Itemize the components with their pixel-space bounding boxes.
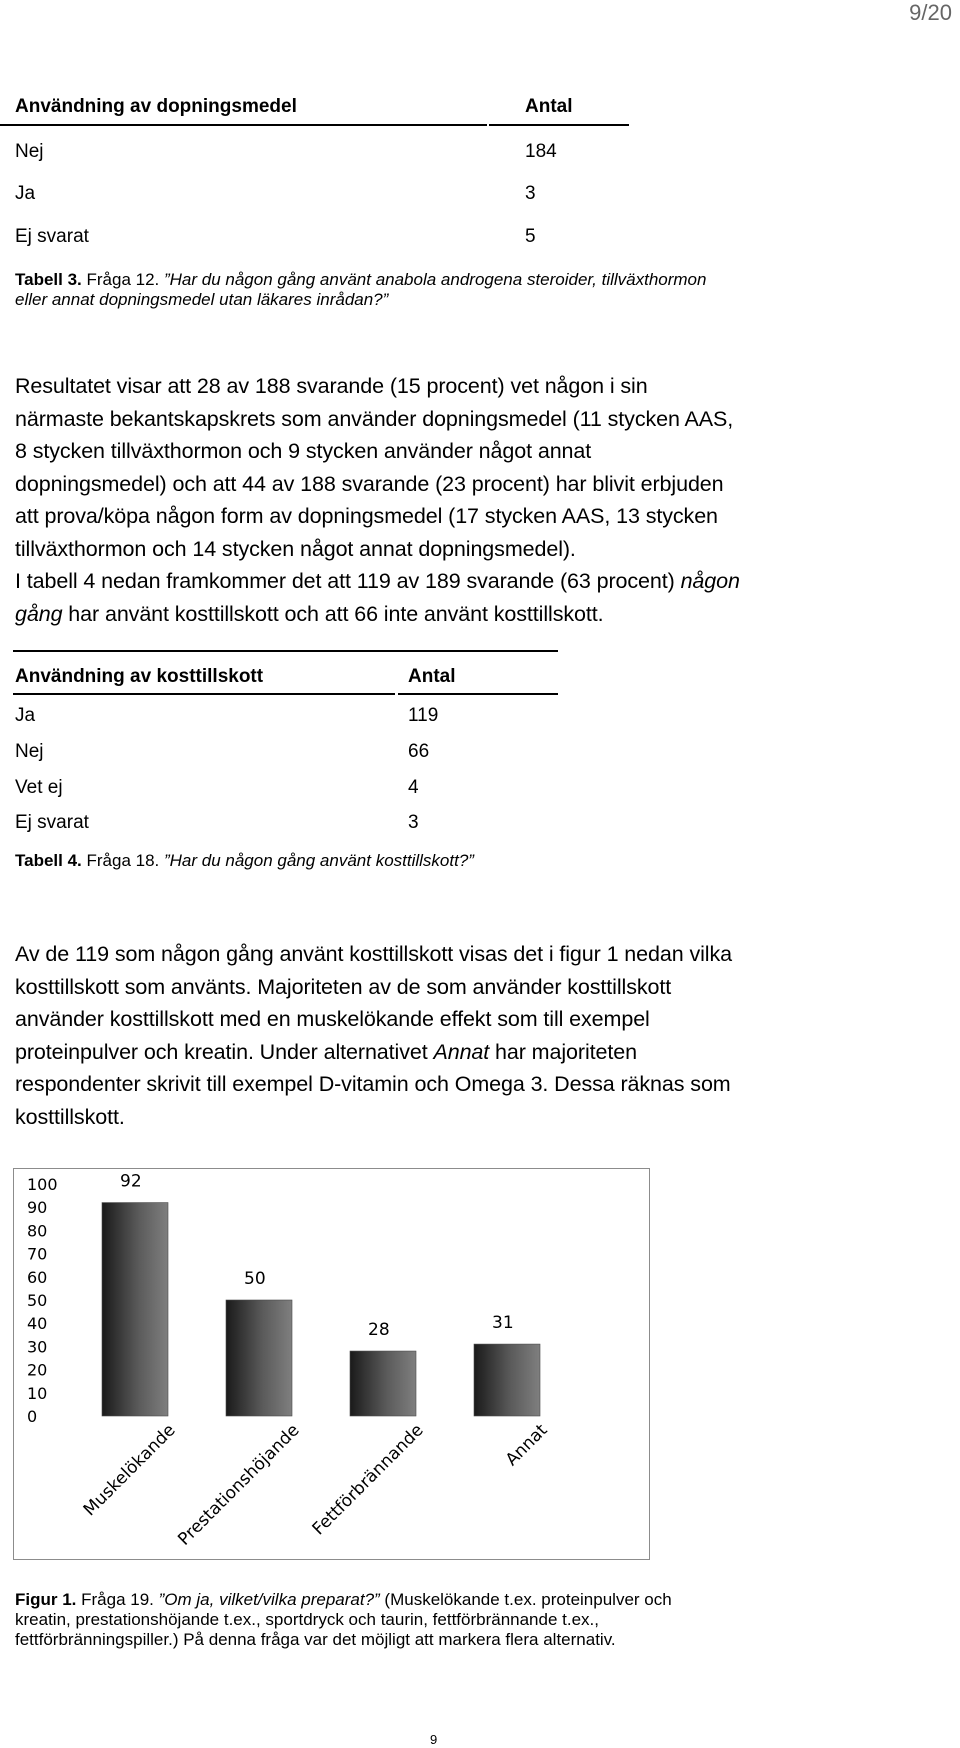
y-tick-label: 40	[27, 1314, 48, 1334]
x-category-label: Annat	[501, 1420, 552, 1471]
footer-page-number: 9	[430, 1732, 438, 1747]
table-3-row-label: Ja	[15, 183, 36, 204]
paragraph-line: Resultatet visar att 28 av 188 svarande (15 procent) vet någon i sin	[15, 374, 648, 398]
paragraph-text: har använt kosttillskott och att 66 inte använt kosttillskott.	[62, 601, 604, 626]
bars	[102, 1203, 540, 1416]
paragraph-line: Av de 119 som någon gång använt kosttillskott visas det i figur 1 nedan vilka	[15, 942, 732, 966]
paragraph-line: dopningsmedel) och att 44 av 188 svarande (23 procent) har blivit erbjuden	[15, 471, 724, 496]
paragraph-line: tillväxthormon och 14 stycken något annat dopningsmedel).	[15, 536, 576, 561]
table-4-row-label: Vet ej	[15, 777, 63, 798]
bar-data-label: 31	[492, 1313, 514, 1334]
table-4-caption-question: ”Har du någon gång använt kosttillskott?”	[163, 851, 474, 870]
x-axis-labels	[80, 1420, 552, 1549]
paragraph-line: kosttillskott.	[15, 1104, 125, 1129]
table-4-header-rule-bottom-left	[13, 693, 395, 695]
bar	[226, 1300, 292, 1416]
table-3-row-label: Nej	[15, 141, 44, 162]
figure-caption-line: kreatin, prestationshöjande t.ex., sportdryck och taurin, fettförbrännande t.ex.,	[15, 1610, 599, 1629]
paragraph-line	[15, 1036, 950, 1069]
x-category-label: Prestationshöjande	[174, 1420, 304, 1550]
table-4-header-rule-bottom-right	[398, 693, 558, 695]
table-4-row-label: Nej	[15, 741, 44, 762]
figure-caption-text: Fråga 19.	[76, 1590, 159, 1609]
table-4-caption-text: Fråga 18.	[81, 851, 164, 870]
paragraph-text: har majoriteten	[489, 1039, 637, 1064]
paragraph-emphasis: någon	[680, 569, 740, 593]
y-tick-label: 60	[27, 1267, 48, 1287]
y-tick-label: 70	[27, 1244, 48, 1264]
page-number: 9/20	[909, 0, 952, 25]
paragraph-emphasis: Annat	[433, 1039, 490, 1064]
paragraph-line: att prova/köpa någon form av dopningsmedel (17 stycken AAS, 13 stycken	[15, 504, 718, 528]
table-4-row-label: Ej svarat	[15, 812, 89, 833]
table-3	[0, 0, 960, 320]
figure-caption-line	[15, 1590, 945, 1610]
y-tick-label: 10	[27, 1383, 48, 1403]
paragraph-1	[15, 370, 950, 630]
x-category-label: Muskelökande	[79, 1420, 180, 1521]
figure-caption-text: (Muskelökande t.ex. proteinpulver och	[379, 1590, 672, 1609]
paragraph-emphasis: gång	[15, 601, 63, 626]
table-4-caption	[15, 851, 915, 871]
bar	[350, 1351, 416, 1416]
table-4-row-value: 4	[408, 777, 419, 798]
table-3-row-label: Ej svarat	[15, 226, 89, 247]
table-4-row-value: 3	[408, 812, 419, 833]
table-3-header-label: Användning av dopningsmedel	[15, 96, 297, 117]
table-3-caption-question: ”Har du någon gång använt anabola androgena steroider, tillväxthormon	[163, 270, 707, 289]
table-3-header-count: Antal	[525, 96, 573, 117]
table-4-header-rule-left	[13, 650, 558, 652]
table-3-caption-question-cont: eller annat dopningsmedel utan läkares inrådan?”	[15, 290, 389, 309]
y-tick-label: 20	[27, 1360, 48, 1380]
table-4-row-value: 119	[408, 705, 439, 726]
figure-1-caption	[15, 1590, 945, 1650]
table-4-header-label: Användning av kosttillskott	[15, 666, 264, 687]
paragraph-text: I tabell 4 nedan framkommer det att 119 av 189 svarande (63 procent)	[15, 569, 681, 593]
table-3-caption-text: Fråga 12.	[81, 270, 164, 289]
figure-caption-question: ”Om ja, vilket/vilka preparat?”	[158, 1590, 380, 1609]
table-3-row-value: 5	[525, 226, 536, 247]
bar-chart-frame	[13, 1168, 650, 1560]
data-labels	[120, 1172, 514, 1340]
bar-chart	[14, 1169, 649, 1559]
paragraph-line	[15, 598, 950, 631]
table-4	[0, 650, 960, 890]
y-axis-ticks	[27, 1175, 58, 1426]
y-tick-label: 50	[27, 1291, 48, 1310]
y-tick-label: 0	[27, 1407, 38, 1426]
table-3-caption-label: Tabell 3.	[15, 270, 82, 289]
y-tick-label: 100	[27, 1175, 58, 1194]
y-tick-label: 90	[27, 1198, 48, 1218]
bar	[102, 1203, 168, 1416]
figure-caption-line: fettförbränningspiller.) På denna fråga var det möjligt att markera flera alternativ.	[15, 1630, 616, 1649]
table-4-caption-label: Tabell 4.	[15, 851, 82, 870]
paragraph-line: 8 stycken tillväxthormon och 9 stycken använder något annat	[15, 439, 592, 463]
paragraph-line: använder kosttillskott med en muskelökande effekt som till exempel	[15, 1007, 650, 1031]
table-3-row-value: 3	[525, 183, 536, 204]
paragraph-line	[15, 565, 950, 598]
table-4-row-value: 66	[408, 741, 430, 762]
figure-caption-label: Figur 1.	[15, 1590, 77, 1609]
paragraph-2	[15, 938, 950, 1133]
bar-data-label: 28	[368, 1320, 390, 1341]
paragraph-line: kosttillskott som använts. Majoriteten av de som använder kosttillskott	[15, 974, 672, 999]
x-category-label: Fettförbrännande	[308, 1420, 428, 1540]
paragraph-text: proteinpulver och kreatin. Under alternativet	[15, 1039, 434, 1064]
paragraph-line: närmaste bekantskapskrets som använder dopningsmedel (11 stycken AAS,	[15, 406, 734, 431]
y-tick-label: 30	[27, 1337, 48, 1357]
table-3-caption	[15, 270, 915, 310]
y-tick-label: 80	[27, 1221, 48, 1241]
bar-data-label: 50	[244, 1269, 266, 1289]
table-3-row-value: 184	[525, 141, 557, 162]
table-4-header-count: Antal	[408, 666, 456, 687]
table-4-row-label: Ja	[15, 705, 36, 726]
table-3-header-rule-left	[0, 124, 487, 126]
table-3-header-rule-right	[489, 124, 629, 126]
paragraph-line: respondenter skrivit till exempel D-vitamin och Omega 3. Dessa räknas som	[15, 1072, 731, 1096]
bar	[474, 1344, 540, 1416]
bar-data-label: 92	[120, 1171, 142, 1192]
